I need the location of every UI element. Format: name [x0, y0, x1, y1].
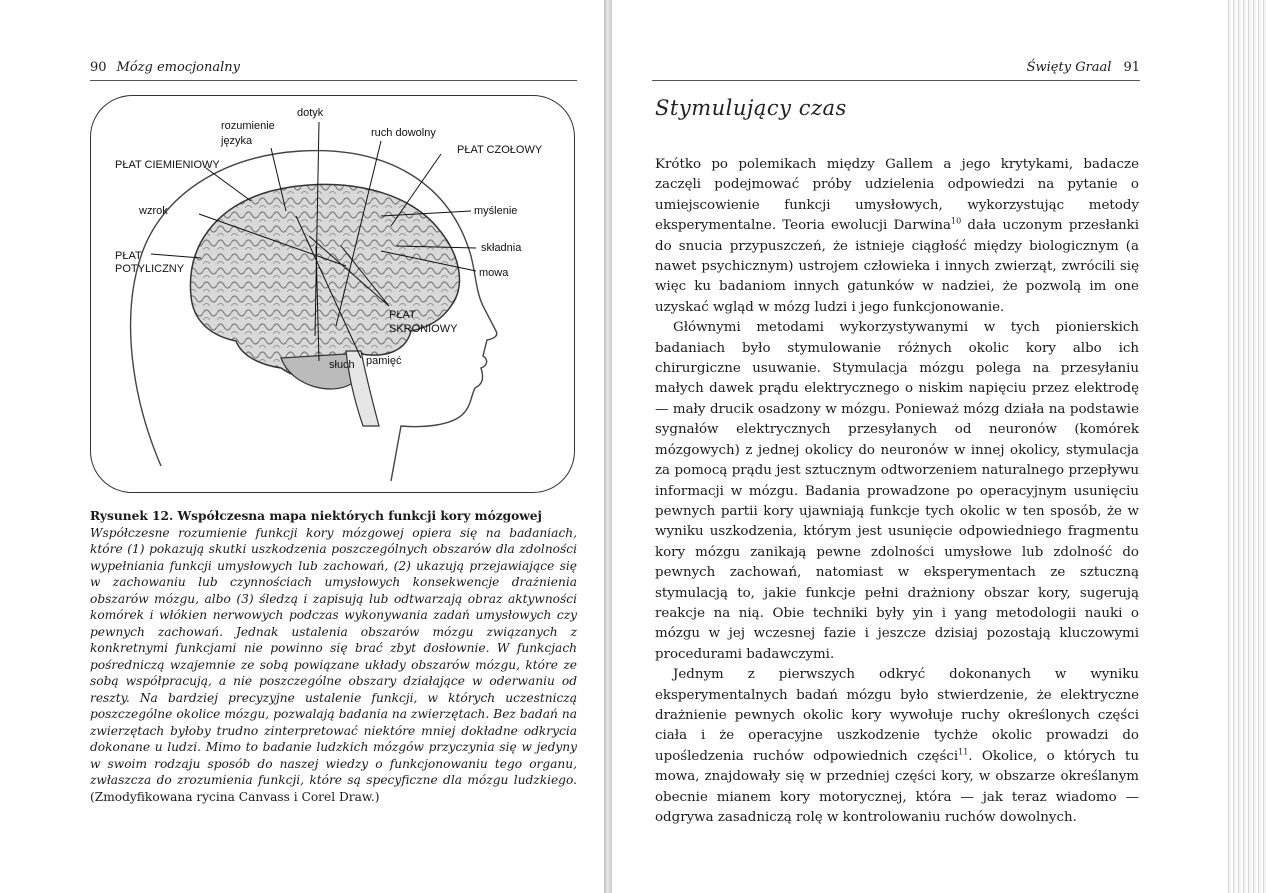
- right-page-number: 91: [1123, 60, 1140, 75]
- label-jezyka: języka: [221, 135, 253, 147]
- caption-title: Rysunek 12. Współczesna mapa niektórych funkcji kory mózgowej: [90, 509, 542, 523]
- label-plat-skroniowy-2: SKRONIOWY: [389, 323, 458, 335]
- body-text: [655, 155, 1139, 828]
- brain-illustration: [91, 96, 575, 493]
- book-gutter: [604, 0, 612, 893]
- left-running-head: [90, 60, 240, 75]
- figure-caption: [90, 508, 577, 805]
- left-head-title: Mózg emocjonalny: [116, 60, 240, 75]
- label-plat-ciemieniowy: PŁAT CIEMIENIOWY: [115, 159, 220, 171]
- label-plat-potyliczny-2: POTYLICZNY: [115, 263, 185, 275]
- label-plat-potyliczny-1: PŁAT: [115, 250, 142, 262]
- brain-figure: [90, 95, 575, 493]
- label-dotyk: dotyk: [297, 107, 324, 119]
- right-running-head: [1027, 60, 1140, 75]
- footnote-ref-11: 11: [958, 747, 969, 757]
- label-mowa: mowa: [479, 267, 509, 279]
- left-page-number: 90: [90, 60, 107, 75]
- paragraph-3: Jednym z pierwszych odkryć dokonanych w wyniku eksperymentalnych badań mózgu było stwierdzenie, że elektryczne drażnienie pewnych okolic kory wywołuje ruchy określonych części ciała i że operacyjne uszkodzenie tychże okolic prowadzi do upośledzenia ruchów odpowiednich części$^{11}$. Okolice, o których tu mowa, znajdowały się w przedniej części kory, w obszarze określanym obecnie mianem kory motorycznej, która — jak teraz wiadomo — odgrywa zasadniczą rolę w kontrolowaniu ruchów dowolnych.: [655, 667, 1139, 825]
- section-title: Stymulujący czas: [655, 96, 847, 120]
- left-header-rule: [90, 80, 577, 81]
- label-ruch-dowolny: ruch dowolny: [371, 127, 436, 139]
- footnote-ref-10: 10: [951, 216, 962, 226]
- label-wzrok: wzrok: [139, 205, 168, 217]
- label-myslenie: myślenie: [474, 205, 518, 217]
- right-header-rule: [652, 80, 1140, 81]
- label-sluch: słuch: [329, 359, 355, 371]
- paragraph-2: Głównymi metodami wykorzystywanymi w tych pionierskich badaniach było stymulowanie różnych okolic kory albo ich chirurgiczne usuwanie. Stymulacja mózgu polega na przesyłaniu małych dawek prądu elektrycznego o niskim napięciu przez elektrodę — mały drucik osadzony w mózgu. Ponieważ mózg działa na podstawie sygnałów elektrycznych przesyłanych od neuronów (komórek mózgowych) z jednej okolicy do neuronów w innej okolicy, stymulacja za pomocą prądu jest sztucznym odtworzeniem naturalnego przepływu informacji w mózgu. Badania prowadzone po operacyjnym usunięciu pewnych partii kory ujawniają funkcje tych okolic w ten sposób, że w wyniku uszkodzenia, którym jest usunięcie odpowiedniego fragmentu kory mózgu zanikają pewne zdolności umysłowe lub zdolność do pewnych zachowań, natomiast w eksperymentach ze sztuczną stymulacją to, jakie funkcje pełni drażniony obszar kory, sugerują reakcje na nią. Obie techniki były yin i yang metodologii nauki o mózgu w jej wczesnej fazie i jeszcze dzisiaj pozostają kluczowymi procedurami badawczymi.: [655, 320, 1139, 662]
- page-edge-shadow: [1226, 0, 1266, 893]
- caption-credit: (Zmodyfikowana rycina Canvass i Corel Draw.): [90, 789, 380, 804]
- paragraph-1: Krótko po polemikach między Gallem a jego krytykami, badacze zaczęli podejmować próby udzielenia odpowiedzi na pytanie o umiejscowienie funkcji umysłowych, wykorzystując metody eksperymentalne. Teoria ewolucji Darwina$^{10}$ dała uczonym przesłanki do snucia przypuszczeń, że istnieje ciągłość między biologicznym (a nawet psychicznym) ustrojem człowieka i innych zwierząt, zwrócili się więc ku badaniom innych gatunków w nadziei, że pozwolą im one uzyskać wgląd w mózg ludzi i jego funkcjonowanie.: [655, 157, 1139, 315]
- label-plat-czolowy: PŁAT CZOŁOWY: [457, 144, 543, 156]
- label-rozumienie: rozumienie: [221, 120, 275, 132]
- right-head-title: Święty Graal: [1026, 60, 1112, 75]
- label-plat-skroniowy-1: PŁAT: [389, 309, 416, 321]
- label-pamiec: pamięć: [366, 355, 402, 367]
- label-skladnia: składnia: [481, 242, 522, 254]
- caption-body: Współczesne rozumienie funkcji kory mózgowej opiera się na badaniach, które (1) pokazują skutki uszkodzenia poszczególnych obszarów dla zdolności wypełniania funkcji umysłowych lub zachowań, (2) ukazują przejawiające się w zachowaniu lub czynnościach umysłowych konsekwencje drażnienia obszarów mózgu, albo (3) śledzą i zapisują lub odtwarzają obraz aktywności komórek i włókien nerwowych podczas wykonywania zadań umysłowych czy pewnych zachowań. Jednak ustalenia obszarów mózgu związanych z konkretnymi funkcjami nie powinno się brać zbyt dosłownie. W funkcjach pośredniczą wzajemnie ze sobą powiązane układy obszarów mózgu, które ze sobą współpracują, a nie poszczególne obszary działające w oderwaniu od reszty. Na bardziej precyzyjne ustalenie funkcji, w których uczestniczą poszczególne okolice mózgu, pozwalają badania na zwierzętach. Bez badań na zwierzętach byłoby trudno zinterpretować niektóre mniej dokładne odkrycia dokonane u ludzi. Mimo to badanie ludzkich mózgów przyczynia się w jedyny w swoim rodzaju sposób do naszej wiedzy o funkcjonowaniu tego organu, zwłaszcza do zrozumienia funkcji, które są specyficzne dla mózgu ludzkiego.: [90, 525, 577, 787]
